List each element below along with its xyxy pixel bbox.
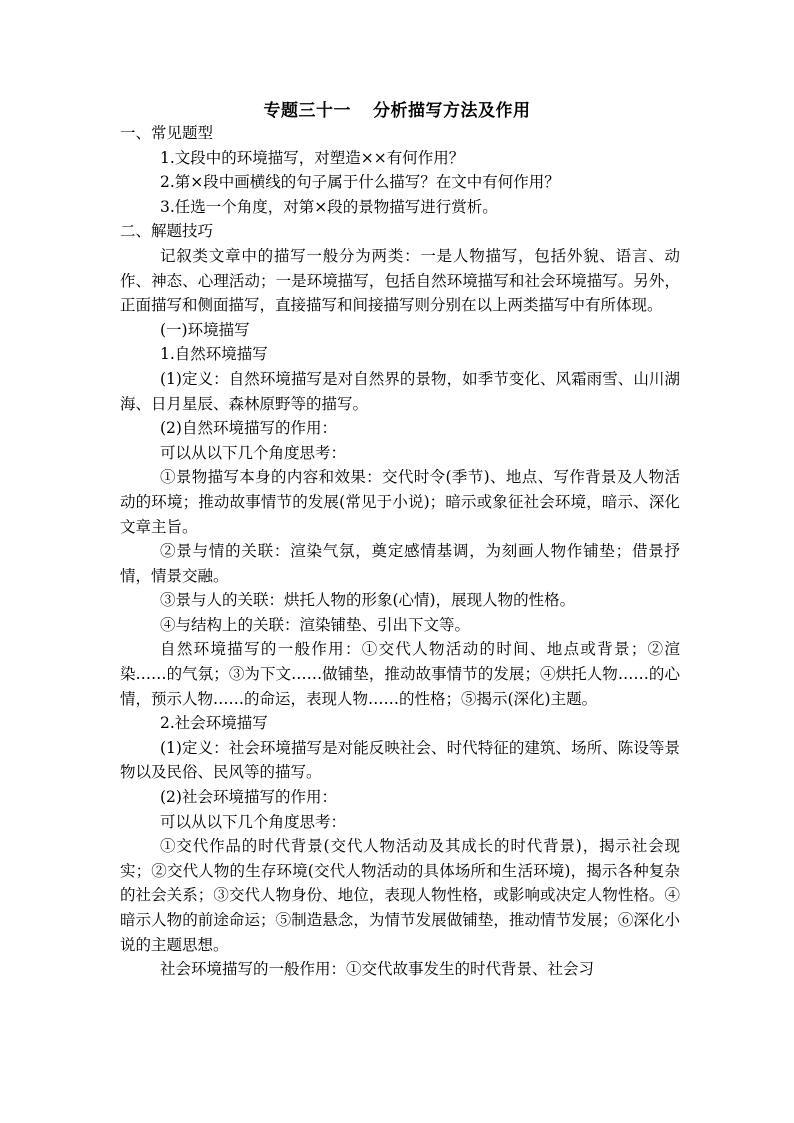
paragraph: 可以从以下几个角度思考：	[160, 443, 347, 462]
subsection-heading: (一)环境描写	[160, 320, 250, 339]
paragraph: ③景与人的关联：烘托人物的形象(心情)，展现人物的性格。	[160, 591, 576, 610]
subsection-heading: 1.自然环境描写	[160, 345, 268, 364]
subsection-heading: 2.社会环境描写	[160, 714, 268, 733]
title-sub: 分析描写方法及作用	[373, 101, 531, 121]
paragraph: ①景物描写本身的内容和效果：交代时令(季节)、地点、写作背景及人物活动的环境；推动故事情节的发展(常见于小说)；暗示或象征社会环境，暗示、深化文章主旨。	[120, 468, 680, 536]
paragraph: (1)定义：社会环境描写是对能反映社会、时代特征的建筑、场所、陈设等景物以及民俗、民风等的描写。	[120, 738, 680, 782]
paragraph: 记叙类文章中的描写一般分为两类：一是人物描写，包括外貌、语言、动作、神态、心理活动；一是环境描写，包括自然环境描写和社会环境描写。另外，正面描写和侧面描写，直接描写和间接描写则分别在以上两类描写中有所体现。	[120, 246, 680, 315]
paragraph: 社会环境描写的一般作用：①交代故事发生的时代背景、社会习	[160, 960, 595, 979]
paragraph: ②景与情的关联：渲染气氛，奠定感情基调，为刻画人物作铺垫；借景抒情，情景交融。	[120, 542, 680, 585]
section-heading: 一、常见题型	[120, 124, 214, 142]
page-title	[0, 96, 794, 121]
paragraph: 可以从以下几个角度思考：	[160, 812, 347, 831]
title-main: 专题三十一	[263, 101, 351, 121]
document-body	[120, 121, 680, 982]
paragraph: (2)社会环境描写的作用：	[160, 788, 337, 807]
question-type-item: 1.文段中的环境描写，对塑造××有何作用？	[160, 148, 465, 167]
section-heading: 二、解题技巧	[120, 222, 214, 241]
paragraph: ①交代作品的时代背景(交代人物活动及其成长的时代背景)，揭示社会现实；②交代人物的生存环境(交代人物活动的具体场所和生活环境)，揭示各种复杂的社会关系；③交代人物身份、地位，表现人物性格，或影响或决定人物性格。④暗示人物的前途命运；⑤制造悬念，为情节发展做铺垫，推动情节发展；⑥深化小说的主题思想。	[120, 837, 680, 954]
paragraph: (1)定义：自然环境描写是对自然界的景物，如季节变化、风霜雨雪、山川湖海、日月星辰、森林原野等的描写。	[120, 369, 680, 413]
question-type-item: 2.第×段中画横线的句子属于什么描写？在文中有何作用？	[160, 173, 560, 192]
paragraph: (2)自然环境描写的作用：	[160, 419, 337, 438]
paragraph: 自然环境描写的一般作用：①交代人物活动的时间、地点或背景；②渲染……的气氛；③为下文……做铺垫，推动故事情节的发展；④烘托人物……的心情，预示人物……的命运，表现人物……的性格；⑤揭示(深化)主题。	[120, 640, 680, 708]
paragraph: ④与结构上的关联：渲染铺垫、引出下文等。	[160, 615, 471, 634]
question-type-item: 3.任选一个角度，对第×段的景物描写进行赏析。	[160, 197, 498, 216]
